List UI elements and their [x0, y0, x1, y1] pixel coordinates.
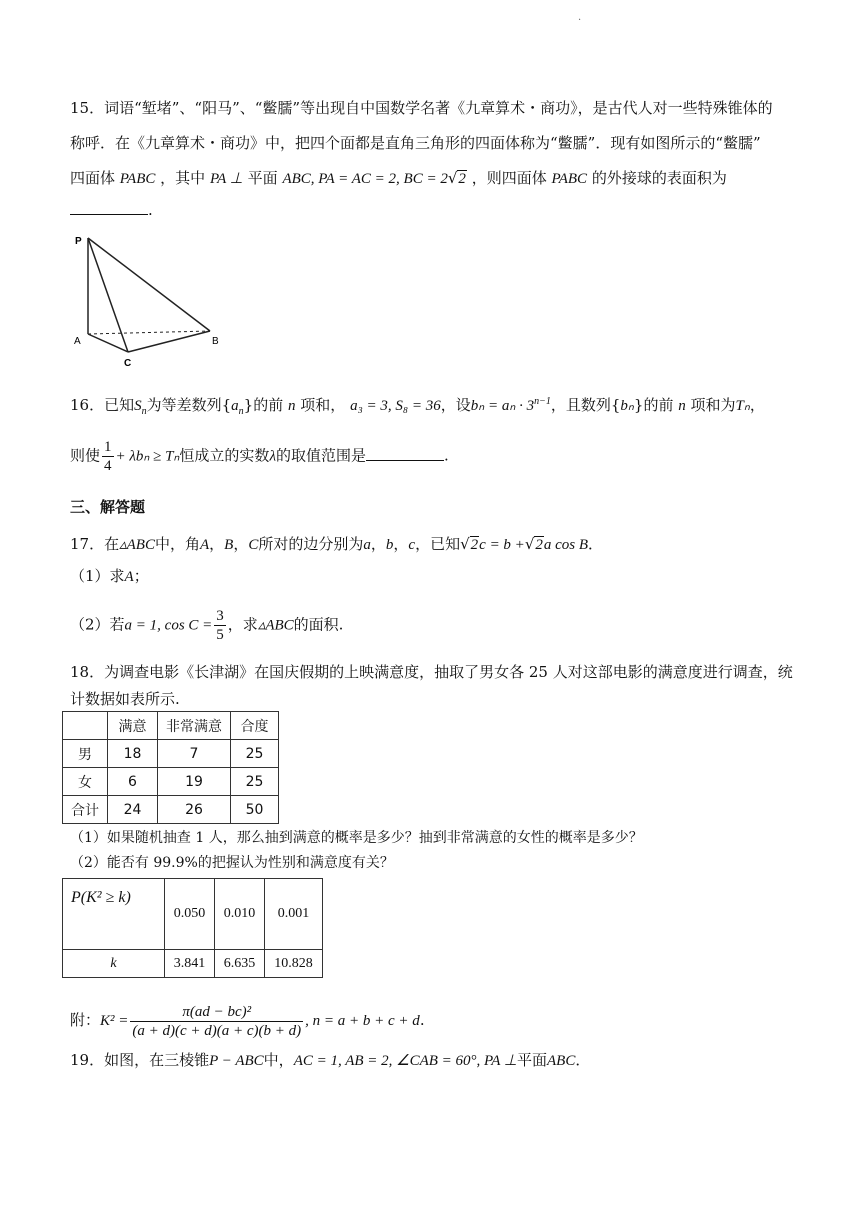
answer-blank	[70, 200, 148, 215]
table-cell: 6.635	[215, 950, 265, 978]
q17-text: 的面积.	[293, 615, 344, 634]
edge-pb	[88, 238, 210, 331]
q17-text: （2）若	[70, 615, 125, 634]
table-cell: 满意	[108, 712, 158, 740]
q16-math: S	[134, 398, 142, 414]
q18-math: , n = a + b + c + d	[305, 1013, 420, 1029]
critical-value-table	[62, 878, 323, 978]
q17-text: ，	[233, 535, 249, 553]
table-header-row	[63, 712, 279, 740]
fraction-denominator: 4	[104, 458, 112, 474]
q17-math: ▵ABC	[119, 537, 155, 553]
table-row	[63, 740, 279, 768]
q19-math: ABC	[547, 1053, 576, 1069]
q19-text: ．	[575, 1051, 591, 1069]
table-cell: 6	[108, 768, 158, 796]
sqrt-sign: √	[460, 535, 470, 553]
fraction-numerator: 3	[216, 608, 224, 624]
q16-math: bₙ	[620, 398, 634, 414]
q17-text: ；	[133, 567, 149, 585]
q16-text: 16．已知	[70, 396, 135, 414]
q16-math: a	[231, 398, 239, 414]
q18-math: K² =	[100, 1013, 129, 1029]
fraction-numerator: 1	[104, 439, 112, 455]
header-dot: .	[578, 12, 582, 23]
table-cell: 合计	[63, 796, 108, 824]
q15-line2: 称呼．在《九章算术・商功》中，把四个面都是直角三角形的四面体称为“鳖臑”．现有如图所示的“鳖臑”	[70, 134, 761, 152]
q16-math: n	[238, 406, 244, 417]
q17-text: ，	[393, 535, 409, 553]
q17-math: A	[199, 537, 210, 553]
q16-math: λ	[269, 448, 276, 465]
q19-text: 中，	[263, 1051, 294, 1069]
q15-text: ，则四面体	[471, 169, 547, 187]
q19-text: 19．如图，在三棱锥	[70, 1051, 210, 1069]
q15-line4	[70, 200, 153, 220]
q16-math: n	[678, 398, 686, 414]
q17-text: ，	[209, 535, 225, 553]
sqrt-sign: √	[447, 169, 458, 187]
label-a: A	[74, 336, 81, 347]
q17-line1	[70, 534, 603, 555]
brace-close: }	[243, 396, 254, 414]
q17-text: 17．在	[70, 535, 120, 553]
fraction-denominator: 5	[216, 627, 224, 643]
table-cell: 19	[158, 768, 231, 796]
table-cell	[63, 712, 108, 740]
q17-math: A	[124, 569, 134, 585]
q15-math: PABC	[551, 171, 588, 187]
q15-sqrt: 2	[458, 171, 466, 187]
table-cell: 25	[231, 740, 279, 768]
q16-math: bₙ = aₙ · 3	[470, 398, 535, 414]
q15-end: .	[148, 201, 153, 219]
section-heading: 三、解答题	[70, 498, 146, 516]
q17-sqrt: 2	[535, 537, 543, 553]
q16-math: + λbₙ ≥ Tₙ	[115, 448, 180, 465]
q18-line2: 计数据如表所示.	[70, 690, 180, 708]
label-c: C	[124, 358, 132, 369]
table-cell: 26	[158, 796, 231, 824]
q17-math: c	[408, 537, 416, 553]
q18-line1: 18．为调查电影《长津湖》在国庆假期的上映满意度，抽取了男女各 25 人对这部电影的满意度进行调查，统	[70, 663, 793, 681]
table-cell: 25	[231, 768, 279, 796]
table-cell: 18	[108, 740, 158, 768]
q15-text: ，其中	[160, 169, 206, 187]
q17-text: （1）求	[70, 567, 125, 585]
table-cell: 50	[231, 796, 279, 824]
table-cell: 0.050	[165, 879, 215, 950]
fraction	[214, 607, 226, 644]
q19-line1	[70, 1050, 590, 1071]
q17-math: ▵ABC	[257, 617, 294, 634]
brace-close: }	[633, 396, 644, 414]
q19-text: 平面	[517, 1051, 548, 1069]
table-row	[63, 768, 279, 796]
q16-text: 为等差数列	[146, 396, 222, 414]
q15-text: 的外接球的表面积为	[591, 169, 727, 187]
q16-text: 的前	[253, 396, 284, 414]
q17-math: C	[248, 537, 259, 553]
satisfaction-table	[62, 711, 279, 824]
q16-math: a₃ = 3, S₈ = 36	[350, 398, 441, 414]
q16-math: n	[141, 406, 147, 417]
q16-math: n	[288, 398, 296, 414]
q19-math: AC = 1, AB = 2, ∠CAB = 60°, PA ⊥	[293, 1053, 517, 1069]
q16-text: ，且数列	[550, 396, 611, 414]
q16-end: .	[443, 446, 449, 465]
q16-math: Tₙ	[735, 398, 750, 414]
sqrt-sign: √	[524, 535, 535, 553]
q17-math: a cos B	[543, 537, 589, 553]
table-cell: 女	[63, 768, 108, 796]
q16-line2	[70, 438, 449, 475]
q16-text: 的取值范围是	[275, 446, 366, 465]
q17-sqrt: 2	[470, 537, 479, 553]
q16-math: n−1	[534, 396, 551, 407]
q16-text: 则使	[70, 446, 101, 465]
q17-math: b	[385, 537, 394, 553]
q17-text: 中，角	[154, 535, 200, 553]
q16-text: ，	[749, 396, 765, 414]
q15-text: 平面	[247, 169, 278, 187]
q17-text: ，已知	[415, 535, 461, 553]
edge-pc	[88, 238, 128, 352]
table-cell: P(K² ≥ k)	[63, 879, 165, 950]
table-row	[63, 796, 279, 824]
q19-math: P − ABC	[209, 1053, 264, 1069]
formula-fraction	[130, 1003, 303, 1040]
label-p: P	[75, 236, 82, 247]
table-cell: 合度	[231, 712, 279, 740]
q17-text: ，求	[227, 615, 258, 634]
q18-sub1: （1）如果随机抽查 1 人，那么抽到满意的概率是多少？抽到非常满意的女性的概率是多少？	[70, 830, 643, 846]
q16-line1	[70, 392, 765, 422]
table-cell: 3.841	[165, 950, 215, 978]
edge-cb	[128, 331, 210, 352]
q16-text: 恒成立的实数	[179, 446, 270, 465]
table-cell: 10.828	[265, 950, 323, 978]
fraction	[102, 438, 114, 475]
table-cell: 男	[63, 740, 108, 768]
q15-math: PABC	[119, 171, 156, 187]
label-b: B	[212, 336, 219, 347]
table-row	[63, 950, 323, 978]
answer-blank	[366, 446, 444, 461]
q16-text: 的前	[643, 396, 674, 414]
q17-text: 所对的边分别为	[258, 535, 364, 553]
brace-open: {	[610, 396, 621, 414]
table-cell: 0.010	[215, 879, 265, 950]
q17-text: ．	[588, 535, 604, 553]
q18-text: .	[419, 1011, 425, 1029]
table-cell: 0.001	[265, 879, 323, 950]
q18-formula	[70, 1000, 425, 1041]
table-cell: 7	[158, 740, 231, 768]
table-cell: 非常满意	[158, 712, 231, 740]
q15-text: 四面体	[70, 169, 116, 187]
q17-math: a = 1, cos C =	[124, 617, 213, 634]
tetrahedron-figure	[70, 228, 230, 370]
fraction-numerator: π(ad − bc)²	[130, 1003, 303, 1022]
q15-line3	[70, 168, 727, 189]
q18-text: 附：	[70, 1011, 101, 1029]
q17-math: a	[363, 537, 371, 553]
q17-sub2	[70, 607, 343, 644]
fraction-denominator: (a + d)(c + d)(a + c)(b + d)	[132, 1022, 302, 1039]
table-cell: 24	[108, 796, 158, 824]
q18-sub2: （2）能否有 99.9%的把握认为性别和满意度有关？	[70, 855, 394, 871]
q17-math: B	[224, 537, 234, 553]
edge-ab-hidden	[88, 331, 210, 334]
q16-text: 项和，	[300, 396, 346, 414]
q16-text: 项和为	[690, 396, 736, 414]
q15-math: PA ⊥	[209, 171, 243, 187]
q17-sub1	[70, 566, 149, 587]
q15-math: ABC, PA = AC = 2, BC = 2	[282, 171, 448, 187]
q17-text: ，	[370, 535, 386, 553]
table-row	[63, 879, 323, 950]
q17-math: c = b +	[479, 537, 525, 553]
brace-open: {	[221, 396, 232, 414]
q16-text: ，设	[440, 396, 471, 414]
q15-line1: 15．词语“堑堵”、“阳马”、“鳖臑”等出现自中国数学名著《九章算术・商功》，是古代人对一些特殊锥体的	[70, 99, 773, 117]
table-cell: k	[63, 950, 165, 978]
